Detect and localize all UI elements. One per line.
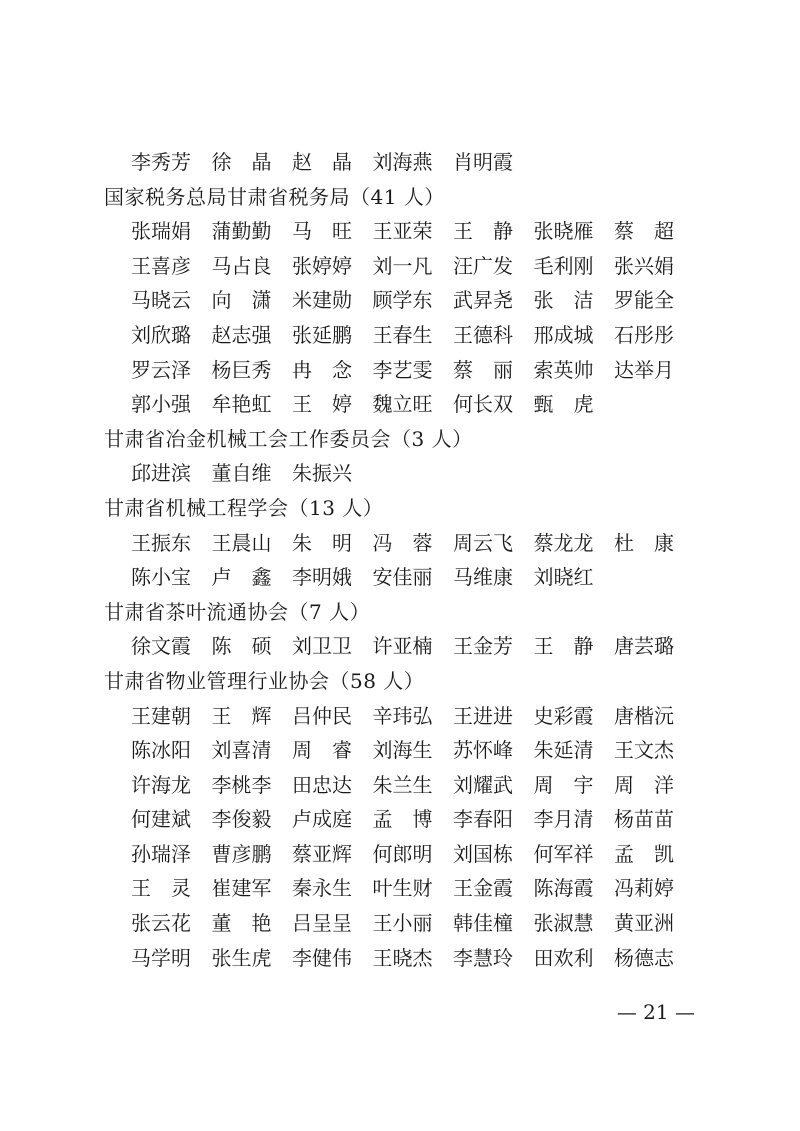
name-row	[104, 318, 704, 353]
name-row	[104, 906, 704, 941]
person-name: 王 静	[533, 634, 594, 659]
person-name: 石彤彤	[614, 322, 674, 347]
person-name: 米建勋	[292, 288, 352, 313]
person-name: 张云花	[131, 911, 191, 936]
person-name: 刘喜清	[211, 738, 272, 763]
name-row	[104, 871, 704, 906]
person-name: 顾学东	[372, 288, 433, 313]
person-name: 刘卫卫	[292, 634, 352, 659]
section-heading: 甘肃省茶叶流通协会（7 人）	[104, 599, 371, 624]
person-name: 李桃李	[211, 772, 272, 797]
person-name: 卢 鑫	[211, 565, 272, 590]
person-name: 刘海燕	[372, 150, 433, 174]
person-name: 孙瑞泽	[131, 841, 191, 866]
person-name: 朱兰生	[372, 772, 433, 797]
name-row	[104, 387, 704, 422]
person-name: 秦永生	[292, 876, 352, 901]
person-name: 蔡 丽	[453, 357, 513, 382]
person-name: 唐楷沅	[614, 703, 674, 728]
name-row	[104, 353, 704, 388]
person-name: 苏怀峰	[453, 738, 513, 763]
person-name: 邱进滨	[131, 461, 191, 486]
person-name: 冉 念	[292, 357, 352, 382]
person-name: 何郎明	[372, 841, 433, 866]
name-row	[104, 456, 704, 491]
section-heading: 甘肃省物业管理行业协会（58 人）	[104, 668, 425, 693]
person-name: 甄 虎	[533, 392, 594, 417]
person-name: 王喜彦	[131, 253, 191, 278]
person-name: 陈小宝	[131, 565, 191, 590]
person-name: 王晓杰	[372, 945, 433, 970]
person-name: 马维康	[453, 565, 513, 590]
person-name: 王金芳	[453, 634, 513, 659]
person-name: 王春生	[372, 322, 433, 347]
person-name: 安佳丽	[372, 565, 433, 590]
name-row	[104, 941, 704, 976]
person-name: 蔡 超	[614, 219, 674, 244]
person-name: 孟 凯	[614, 841, 674, 866]
name-row	[104, 699, 704, 734]
person-name: 徐文霞	[131, 634, 191, 659]
person-name: 向 潇	[211, 288, 272, 313]
document-content	[104, 145, 704, 975]
person-name: 达举月	[614, 357, 674, 382]
person-name: 李健伟	[292, 945, 352, 970]
person-name: 周 宇	[533, 772, 594, 797]
person-name: 冯莉婷	[614, 876, 674, 901]
person-name: 罗能全	[614, 288, 674, 313]
person-name: 张延鹏	[292, 322, 352, 347]
person-name: 刘一凡	[372, 253, 433, 278]
person-name: 董 艳	[211, 911, 272, 936]
person-name: 蔡亚辉	[292, 841, 352, 866]
person-name: 张婷婷	[292, 253, 352, 278]
page-number: — 21 —	[616, 1000, 695, 1024]
person-name: 杜 康	[614, 530, 674, 555]
name-row	[104, 802, 704, 837]
person-name: 何建斌	[131, 807, 191, 832]
person-name: 曹彦鹏	[211, 841, 272, 866]
person-name: 王小丽	[372, 911, 433, 936]
person-name: 李俊毅	[211, 807, 272, 832]
person-name: 赵志强	[211, 322, 272, 347]
person-name: 汪广发	[453, 253, 513, 278]
name-row	[104, 526, 704, 561]
section-heading: 甘肃省冶金机械工会工作委员会（3 人）	[104, 426, 473, 451]
person-name: 王金霞	[453, 876, 513, 901]
person-name: 马 旺	[292, 219, 352, 244]
person-name: 周 睿	[292, 738, 352, 763]
person-name: 许亚楠	[372, 634, 433, 659]
person-name: 王文杰	[614, 738, 674, 763]
person-name: 朱 明	[292, 530, 352, 555]
person-name: 李慧玲	[453, 945, 513, 970]
person-name: 徐 晶	[211, 150, 272, 174]
person-name: 蒲勤勤	[211, 219, 272, 244]
person-name: 杨巨秀	[211, 357, 272, 382]
person-name: 韩佳橦	[453, 911, 513, 936]
person-name: 武昇尧	[453, 288, 513, 313]
person-name: 崔建军	[211, 876, 272, 901]
person-name: 毛利刚	[533, 253, 594, 278]
person-name: 王德科	[453, 322, 513, 347]
name-row	[104, 768, 704, 803]
person-name: 吕仲民	[292, 703, 352, 728]
name-row	[104, 214, 704, 249]
person-name: 张晓雁	[533, 219, 594, 244]
person-name: 许海龙	[131, 772, 191, 797]
person-name: 卢成庭	[292, 807, 352, 832]
person-name: 田忠达	[292, 772, 352, 797]
name-row	[104, 145, 704, 180]
person-name: 陈冰阳	[131, 738, 191, 763]
person-name: 朱振兴	[292, 461, 352, 486]
person-name: 王 辉	[211, 703, 272, 728]
person-name: 杨德志	[614, 945, 674, 970]
person-name: 朱延清	[533, 738, 594, 763]
person-name: 李月清	[533, 807, 594, 832]
section-heading: 国家税务总局甘肃省税务局（41 人）	[104, 184, 445, 209]
person-name: 王亚荣	[372, 219, 433, 244]
person-name: 陈 硕	[211, 634, 272, 659]
person-name: 张 洁	[533, 288, 594, 313]
person-name: 陈海霞	[533, 876, 594, 901]
person-name: 王 灵	[131, 876, 191, 901]
person-name: 马占良	[211, 253, 272, 278]
person-name: 刘晓红	[533, 565, 594, 590]
person-name: 刘海生	[372, 738, 433, 763]
person-name: 吕呈呈	[292, 911, 352, 936]
name-row	[104, 837, 704, 872]
person-name: 刘欣璐	[131, 322, 191, 347]
person-name: 王建朝	[131, 703, 191, 728]
person-name: 肖明霞	[453, 150, 513, 174]
person-name: 赵 晶	[292, 150, 352, 174]
person-name: 唐芸璐	[614, 634, 674, 659]
person-name: 何军祥	[533, 841, 594, 866]
person-name: 刘耀武	[453, 772, 513, 797]
person-name: 郭小强	[131, 392, 191, 417]
person-name: 李艺雯	[372, 357, 433, 382]
person-name: 罗云泽	[131, 357, 191, 382]
person-name: 马学明	[131, 945, 191, 970]
person-name: 董自维	[211, 461, 272, 486]
person-name: 田欢利	[533, 945, 594, 970]
person-name: 王 婷	[292, 392, 352, 417]
person-name: 马晓云	[131, 288, 191, 313]
person-name: 叶生财	[372, 876, 433, 901]
person-name: 周云飞	[453, 530, 513, 555]
person-name: 李春阳	[453, 807, 513, 832]
person-name: 蔡龙龙	[533, 530, 594, 555]
name-row	[104, 560, 704, 595]
person-name: 辛玮弘	[372, 703, 433, 728]
person-name: 刘国栋	[453, 841, 513, 866]
person-name: 张兴娟	[614, 253, 674, 278]
name-row	[104, 629, 704, 664]
person-name: 李明娥	[292, 565, 352, 590]
person-name: 王 静	[453, 219, 513, 244]
person-name: 邢成城	[533, 322, 594, 347]
person-name: 孟 博	[372, 807, 433, 832]
person-name: 张生虎	[211, 945, 272, 970]
person-name: 索英帅	[533, 357, 594, 382]
person-name: 王晨山	[211, 530, 272, 555]
person-name: 牟艳虹	[211, 392, 272, 417]
person-name: 张瑞娟	[131, 219, 191, 244]
person-name: 周 洋	[614, 772, 674, 797]
person-name: 史彩霞	[533, 703, 594, 728]
person-name: 张淑慧	[533, 911, 594, 936]
person-name: 李秀芳	[131, 150, 191, 174]
person-name: 杨苗苗	[614, 807, 674, 832]
name-row	[104, 249, 704, 284]
person-name: 黄亚洲	[614, 911, 674, 936]
section-heading: 甘肃省机械工程学会（13 人）	[104, 495, 384, 520]
person-name: 冯 蓉	[372, 530, 433, 555]
person-name: 王进进	[453, 703, 513, 728]
person-name: 魏立旺	[372, 392, 433, 417]
person-name: 王振东	[131, 530, 191, 555]
name-row	[104, 733, 704, 768]
name-row	[104, 283, 704, 318]
person-name: 何长双	[453, 392, 513, 417]
